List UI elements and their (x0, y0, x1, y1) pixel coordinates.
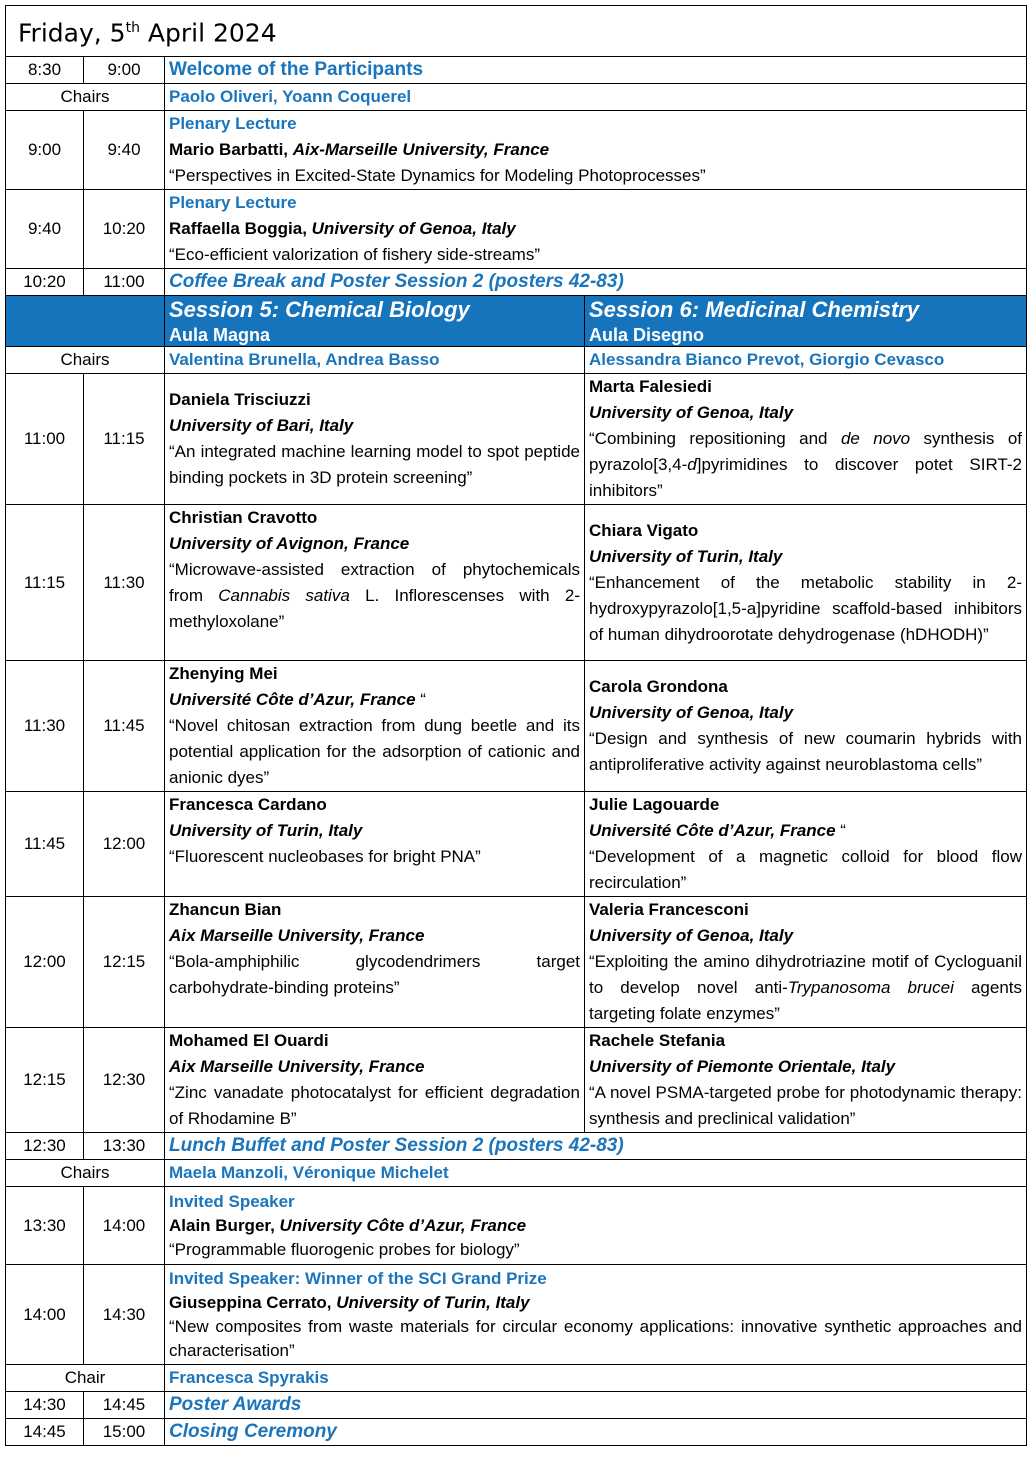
speaker-name: Rachele Stefania (589, 1031, 726, 1050)
start-time: 13:30 (6, 1187, 84, 1265)
speaker-affiliation: University of Bari, Italy (169, 416, 354, 435)
speaker-affiliation: University of Turin, Italy (169, 821, 363, 840)
chairs-label: Chairs (6, 347, 165, 374)
session-5-header (165, 296, 585, 347)
speaker-affiliation: Aix-Marseille University, France (292, 140, 550, 159)
session-room: Aula Magna (169, 325, 271, 345)
plenary-cell: Plenary Lecture Mario Barbatti, Aix-Marseille University, France “Perspectives in Excited-State Dynamics for Modeling Photoprocesses” (165, 111, 1027, 190)
start-time: 9:00 (6, 111, 84, 190)
end-time: 12:30 (84, 1028, 165, 1133)
talk-title: “Microwave-assisted extraction of phytochemicals from Cannabis sativa L. Inflorescenses with 2-methyloxolane” (169, 560, 581, 631)
talk-row (6, 505, 1027, 661)
talk-row (6, 1028, 1027, 1133)
lecture-kind: Plenary Lecture (169, 114, 297, 133)
title-row (6, 6, 1027, 57)
start-time: 14:45 (6, 1419, 84, 1446)
end-time: 12:00 (84, 792, 165, 897)
coffee-row (6, 269, 1027, 296)
talk-title: “New composites from waste materials for circular economy applications: innovative synthetic approaches and characterisation” (169, 1316, 1022, 1360)
talk-cell-left (165, 1028, 585, 1133)
end-time: 14:00 (84, 1187, 165, 1265)
start-time: 11:30 (6, 661, 84, 792)
start-time: 12:00 (6, 897, 84, 1028)
speaker-name: Daniela Trisciuzzi (169, 390, 311, 409)
break-title: Lunch Buffet and Poster Session 2 (posters 42-83) (165, 1133, 1027, 1160)
welcome-row (6, 57, 1027, 84)
invited-row (6, 1265, 1027, 1365)
end-time: 14:45 (84, 1392, 165, 1419)
speaker-affiliation: Aix Marseille University, France (169, 1057, 425, 1076)
speaker-affiliation: University of Turin, Italy (589, 546, 783, 566)
talk-title: “Eco-efficient valorization of fishery side-streams” (169, 245, 540, 264)
talk-cell-right (585, 374, 1027, 505)
speaker-affiliation: University Côte d’Azur, France (279, 1215, 527, 1235)
break-title: Coffee Break and Poster Session 2 (posters 42-83) (165, 269, 1027, 296)
session-6-header (585, 296, 1027, 347)
talk-title: “Fluorescent nucleobases for bright PNA” (169, 847, 481, 866)
speaker-name: Chiara Vigato (589, 520, 699, 540)
talk-cell-left (165, 792, 585, 897)
invited-row (6, 1187, 1027, 1265)
chairs-names: Paolo Oliveri, Yoann Coquerel (165, 84, 1027, 111)
speaker-name: Marta Falesiedi (589, 377, 712, 396)
chairs-names: Francesca Spyrakis (165, 1365, 1027, 1392)
chairs-names: Maela Manzoli, Véronique Michelet (165, 1160, 1027, 1187)
chairs-row (6, 84, 1027, 111)
talk-cell-right: Julie Lagouarde Université Côte d’Azur, France “ “Development of a magnetic colloid for blood flow recirculation” (585, 792, 1027, 897)
end-time: 15:00 (84, 1419, 165, 1446)
talk-title: “Exploiting the amino dihydrotriazine motif of Cycloguanil to develop novel anti-Trypanosoma brucei agents targeting folate enzymes” (589, 952, 1023, 1023)
speaker-name: Francesca Cardano (169, 795, 327, 814)
end-time: 12:15 (84, 897, 165, 1028)
talk-cell-right (585, 897, 1027, 1028)
start-time: 11:00 (6, 374, 84, 505)
speaker-affiliation: University of Piemonte Orientale, Italy (589, 1057, 896, 1076)
start-time: 10:20 (6, 269, 84, 296)
speaker-name: Valeria Francesconi (589, 900, 749, 919)
speaker-name: Mohamed El Ouardi (169, 1031, 329, 1050)
speaker-name: Giuseppina Cerrato (169, 1292, 327, 1312)
session-name: Session 5: Chemical Biology (169, 297, 470, 322)
lecture-kind: Invited Speaker: Winner of the SCI Grand Prize (169, 1268, 547, 1288)
invited-cell: Invited Speaker Alain Burger, University Côte d’Azur, France “Programmable fluorogenic probes for biology” (165, 1187, 1027, 1265)
schedule-table (5, 5, 1027, 1446)
start-time: 9:40 (6, 190, 84, 269)
end-time: 11:30 (84, 505, 165, 661)
end-time: 9:00 (84, 57, 165, 84)
session-header-row (6, 296, 1027, 347)
talk-title: “Programmable fluorogenic probes for biology” (169, 1239, 520, 1259)
talk-cell-left (165, 505, 585, 661)
talk-title: “An integrated machine learning model to spot peptide binding pockets in 3D protein screening” (169, 442, 580, 487)
talk-cell-left (165, 374, 585, 505)
plenary-row (6, 190, 1027, 269)
event-title: Closing Ceremony (165, 1419, 1027, 1446)
plenary-cell: Plenary Lecture Raffaella Boggia, University of Genoa, Italy “Eco-efficient valorization of fishery side-streams” (165, 190, 1027, 269)
lecture-kind: Plenary Lecture (169, 193, 297, 212)
talk-title: “Bola-amphiphilic glycodendrimers target carbohydrate-binding proteins” (169, 952, 580, 997)
event-title: Welcome of the Participants (165, 57, 1027, 84)
chairs-label: Chairs (6, 84, 165, 111)
lunch-row (6, 1133, 1027, 1160)
speaker-affiliation: University of Genoa, Italy (311, 219, 516, 238)
talk-row (6, 897, 1027, 1028)
speaker-name: Julie Lagouarde (589, 795, 720, 814)
speaker-affiliation: University of Turin, Italy (336, 1292, 530, 1312)
speaker-affiliation: Université Côte d’Azur, France (589, 821, 836, 840)
closing-row (6, 1419, 1027, 1446)
talk-row (6, 374, 1027, 505)
start-time: 11:15 (6, 505, 84, 661)
end-time: 10:20 (84, 190, 165, 269)
speaker-name: Zhancun Bian (169, 900, 282, 919)
talk-title: “Enhancement of the metabolic stability in 2-hydroxypyrazolo[1,5-a]pyridine scaffold-based inhibitors of human dihydroorotate dehydrogenase (hDHODH)” (589, 572, 1022, 644)
closing-row (6, 1392, 1027, 1419)
end-time: 13:30 (84, 1133, 165, 1160)
talk-row (6, 661, 1027, 792)
talk-title: “Novel chitosan extraction from dung beetle and its potential application for the adsorption of cationic and anionic dyes” (169, 716, 580, 787)
plenary-row (6, 111, 1027, 190)
talk-title: “Combining repositioning and de novo synthesis of pyrazolo[3,4-d]pyrimidines to discover potet SIRT-2 inhibitors” (589, 429, 1022, 500)
talk-cell-left (165, 897, 585, 1028)
talk-title: “Development of a magnetic colloid for blood flow recirculation” (589, 847, 1022, 892)
schedule (5, 5, 1026, 1446)
talk-cell-right (585, 505, 1027, 661)
talk-title: “Perspectives in Excited-State Dynamics for Modeling Photoprocesses” (169, 166, 706, 185)
invited-cell: Invited Speaker: Winner of the SCI Grand Prize Giuseppina Cerrato, University of Turin, Italy “New composites from waste materials for circular economy applications: innovative synthetic approaches and characterisation” (165, 1265, 1027, 1365)
talk-cell-left: Zhenying Mei Université Côte d’Azur, France “ “Novel chitosan extraction from dung beetle and its potential application for the adsorption of cationic and anionic dyes” (165, 661, 585, 792)
end-time: 11:00 (84, 269, 165, 296)
session-name: Session 6: Medicinal Chemistry (589, 297, 920, 322)
start-time: 11:45 (6, 792, 84, 897)
speaker-name: Zhenying Mei (169, 664, 278, 683)
speaker-name: Christian Cravotto (169, 508, 318, 527)
speaker-name: Mario Barbatti (169, 140, 284, 159)
start-time: 12:30 (6, 1133, 84, 1160)
start-time: 14:00 (6, 1265, 84, 1365)
end-time: 11:15 (84, 374, 165, 505)
session-chairs-row (6, 347, 1027, 374)
chairs-row (6, 1160, 1027, 1187)
talk-title: “A novel PSMA-targeted probe for photodynamic therapy: synthesis and preclinical validation” (589, 1083, 1022, 1128)
talk-cell-right (585, 661, 1027, 792)
speaker-affiliation: Université Côte d’Azur, France (169, 690, 416, 709)
speaker-affiliation: University of Genoa, Italy (589, 926, 794, 945)
speaker-name: Alain Burger (169, 1215, 271, 1235)
session-room: Aula Disegno (589, 325, 705, 345)
end-time: 14:30 (84, 1265, 165, 1365)
end-time: 9:40 (84, 111, 165, 190)
speaker-name: Raffaella Boggia (169, 219, 303, 238)
speaker-affiliation: University of Genoa, Italy (589, 703, 794, 722)
chairs-label: Chair (6, 1365, 165, 1392)
end-time: 11:45 (84, 661, 165, 792)
talk-cell-right (585, 1028, 1027, 1133)
page-title: Friday, 5th April 2024 (6, 6, 1027, 57)
session-5-chairs: Valentina Brunella, Andrea Basso (165, 347, 585, 374)
session-6-chairs: Alessandra Bianco Prevot, Giorgio Cevasco (585, 347, 1027, 374)
speaker-affiliation: University of Genoa, Italy (589, 403, 794, 422)
speaker-name: Carola Grondona (589, 677, 728, 696)
talk-row (6, 792, 1027, 897)
speaker-affiliation: University of Avignon, France (169, 534, 410, 553)
talk-title: “Zinc vanadate photocatalyst for efficient degradation of Rhodamine B” (169, 1083, 580, 1128)
lecture-kind: Invited Speaker (169, 1191, 295, 1211)
talk-title: “Design and synthesis of new coumarin hybrids with antiproliferative activity against neuroblastoma cells” (589, 729, 1022, 774)
chair-row (6, 1365, 1027, 1392)
start-time: 14:30 (6, 1392, 84, 1419)
start-time: 12:15 (6, 1028, 84, 1133)
chairs-label: Chairs (6, 1160, 165, 1187)
start-time: 8:30 (6, 57, 84, 84)
event-title: Poster Awards (165, 1392, 1027, 1419)
speaker-affiliation: Aix Marseille University, France (169, 926, 425, 945)
